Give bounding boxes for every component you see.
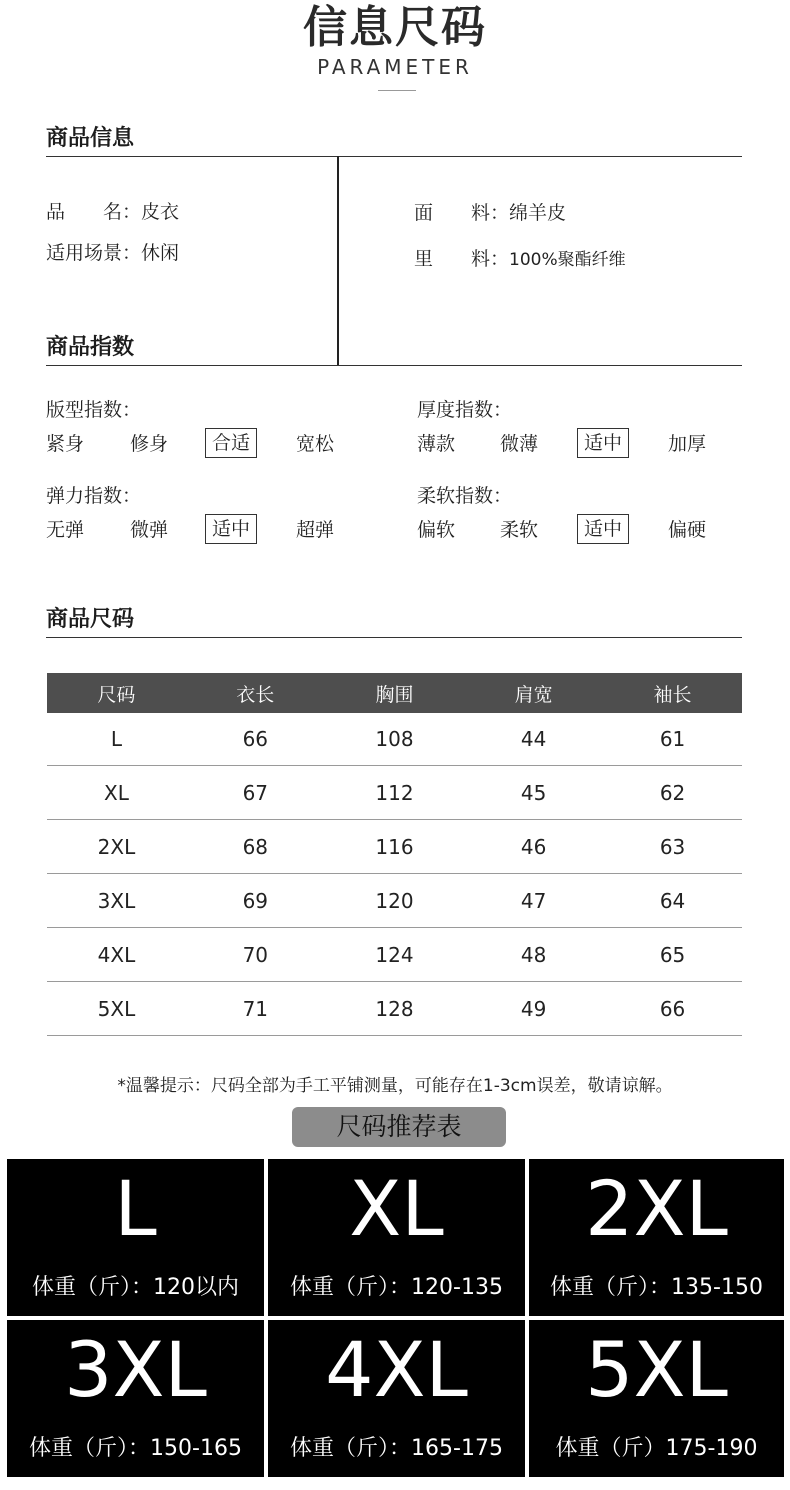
fit-option-selected: 合适 bbox=[205, 428, 257, 458]
cell-length: 66 bbox=[186, 713, 325, 766]
product-index-heading: 商品指数 bbox=[46, 335, 135, 360]
info-lining-row bbox=[414, 247, 626, 272]
info-scene-row bbox=[46, 241, 179, 265]
cell-length: 68 bbox=[186, 820, 325, 874]
info-scene-value: 休闲 bbox=[141, 242, 180, 264]
cell-sleeve: 63 bbox=[603, 820, 742, 874]
page-title: 信息尺码 bbox=[303, 2, 487, 53]
fit-option: 紧身 bbox=[46, 433, 85, 455]
rec-weight: 体重（斤）：135-150 bbox=[550, 1275, 763, 1300]
rec-size: 2XL bbox=[585, 1164, 728, 1253]
cell-chest: 116 bbox=[325, 820, 465, 874]
info-lining-label: 里 料： bbox=[414, 248, 510, 270]
cell-length: 67 bbox=[186, 766, 325, 820]
table-row bbox=[47, 820, 742, 874]
softness-option: 偏软 bbox=[417, 519, 456, 541]
cell-length: 70 bbox=[186, 928, 325, 982]
cell-chest: 120 bbox=[325, 874, 465, 928]
col-header-sleeve: 袖长 bbox=[603, 673, 742, 713]
table-row bbox=[47, 766, 742, 820]
col-header-size: 尺码 bbox=[47, 673, 186, 713]
rec-size: 4XL bbox=[325, 1325, 468, 1414]
elasticity-index-title: 弹力指数： bbox=[46, 485, 142, 507]
cell-sleeve: 65 bbox=[603, 928, 742, 982]
cell-chest: 128 bbox=[325, 982, 465, 1036]
elasticity-option: 无弹 bbox=[46, 519, 85, 541]
rec-size: XL bbox=[349, 1164, 444, 1253]
product-info-heading: 商品信息 bbox=[46, 126, 135, 151]
rec-size: L bbox=[114, 1164, 157, 1253]
cell-chest: 124 bbox=[325, 928, 465, 982]
elasticity-option-selected: 适中 bbox=[205, 514, 257, 544]
cell-size: 5XL bbox=[47, 982, 186, 1036]
rec-size: 3XL bbox=[64, 1325, 207, 1414]
title-divider bbox=[378, 90, 416, 91]
table-row bbox=[47, 928, 742, 982]
rec-cell-4xl bbox=[268, 1320, 525, 1477]
size-table-header bbox=[47, 673, 742, 713]
cell-length: 71 bbox=[186, 982, 325, 1036]
recommendation-title: 尺码推荐表 bbox=[292, 1107, 506, 1147]
thickness-option: 薄款 bbox=[417, 433, 456, 455]
cell-shoulder: 45 bbox=[464, 766, 603, 820]
rec-weight: 体重（斤）175-190 bbox=[555, 1436, 758, 1461]
rec-cell-l bbox=[7, 1159, 264, 1316]
rec-cell-5xl bbox=[529, 1320, 784, 1477]
softness-index-title: 柔软指数： bbox=[417, 485, 513, 507]
elasticity-option: 微弹 bbox=[130, 519, 169, 541]
rec-cell-2xl bbox=[529, 1159, 784, 1316]
fit-index-title: 版型指数： bbox=[46, 399, 142, 421]
thickness-option: 微薄 bbox=[500, 433, 539, 455]
product-info-rule bbox=[46, 156, 742, 157]
info-fabric-row bbox=[414, 201, 566, 225]
cell-sleeve: 64 bbox=[603, 874, 742, 928]
cell-sleeve: 62 bbox=[603, 766, 742, 820]
cell-chest: 112 bbox=[325, 766, 465, 820]
cell-size: XL bbox=[47, 766, 186, 820]
rec-cell-3xl bbox=[7, 1320, 264, 1477]
cell-shoulder: 49 bbox=[464, 982, 603, 1036]
section-vertical-divider bbox=[337, 156, 339, 366]
col-header-length: 衣长 bbox=[186, 673, 325, 713]
rec-cell-xl bbox=[268, 1159, 525, 1316]
col-header-shoulder: 肩宽 bbox=[464, 673, 603, 713]
info-scene-label: 适用场景： bbox=[46, 242, 142, 264]
info-name-value: 皮衣 bbox=[141, 201, 180, 223]
fit-option: 修身 bbox=[130, 433, 169, 455]
cell-size: 3XL bbox=[47, 874, 186, 928]
info-lining-value: 100%聚酯纤维 bbox=[509, 250, 626, 270]
cell-shoulder: 48 bbox=[464, 928, 603, 982]
softness-option: 偏硬 bbox=[668, 519, 707, 541]
measurement-tip: *温馨提示：尺码全部为手工平铺测量，可能存在1-3cm误差，敬请谅解。 bbox=[117, 1076, 673, 1096]
rec-weight: 体重（斤）：120-135 bbox=[290, 1275, 503, 1300]
cell-sleeve: 66 bbox=[603, 982, 742, 1036]
rec-weight: 体重（斤）：165-175 bbox=[290, 1436, 503, 1461]
cell-size: 4XL bbox=[47, 928, 186, 982]
table-row bbox=[47, 874, 742, 928]
thickness-option-selected: 适中 bbox=[577, 428, 629, 458]
size-rule bbox=[46, 637, 742, 638]
rec-size: 5XL bbox=[585, 1325, 728, 1414]
info-name-label: 品 名： bbox=[46, 201, 142, 223]
info-fabric-value: 绵羊皮 bbox=[509, 202, 567, 224]
fit-option: 宽松 bbox=[296, 433, 335, 455]
softness-option: 柔软 bbox=[500, 519, 539, 541]
cell-shoulder: 44 bbox=[464, 713, 603, 766]
info-name-row bbox=[46, 200, 179, 224]
rec-weight: 体重（斤）：150-165 bbox=[29, 1436, 242, 1461]
col-header-chest: 胸围 bbox=[325, 673, 465, 713]
size-table bbox=[47, 673, 742, 1036]
table-row bbox=[47, 982, 742, 1036]
cell-shoulder: 47 bbox=[464, 874, 603, 928]
thickness-option: 加厚 bbox=[668, 433, 707, 455]
info-fabric-label: 面 料： bbox=[414, 202, 510, 224]
rec-weight: 体重（斤）：120以内 bbox=[32, 1275, 239, 1300]
cell-chest: 108 bbox=[325, 713, 465, 766]
thickness-index-title: 厚度指数： bbox=[417, 399, 513, 421]
size-heading: 商品尺码 bbox=[46, 607, 135, 632]
table-row bbox=[47, 713, 742, 766]
softness-option-selected: 适中 bbox=[577, 514, 629, 544]
cell-length: 69 bbox=[186, 874, 325, 928]
cell-size: L bbox=[47, 713, 186, 766]
cell-shoulder: 46 bbox=[464, 820, 603, 874]
cell-sleeve: 61 bbox=[603, 713, 742, 766]
product-index-rule bbox=[46, 365, 742, 366]
cell-size: 2XL bbox=[47, 820, 186, 874]
elasticity-option: 超弹 bbox=[296, 519, 335, 541]
page-subtitle: PARAMETER bbox=[317, 55, 473, 79]
